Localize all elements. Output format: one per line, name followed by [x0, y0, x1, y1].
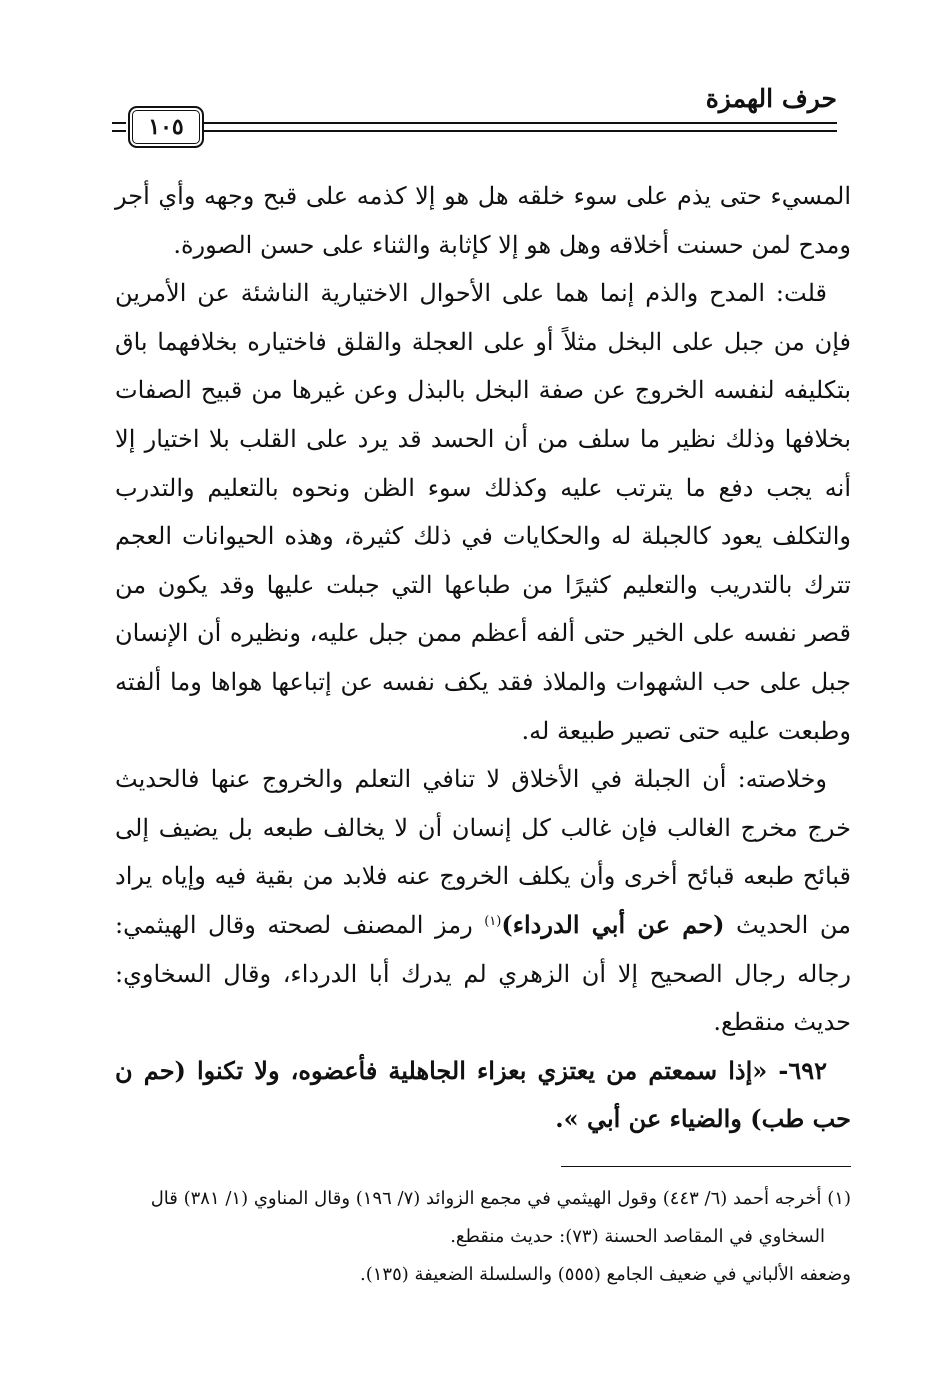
- paragraph-3-text-end: رمز المصنف لصحته وقال الهيثمي: رجاله رجال الصحيح إلا أن الزهري لم يدرك أبا الدرداء، وقال السخاوي: حديث منقطع.: [115, 910, 851, 1037]
- page-number: ١٠٥: [128, 106, 204, 148]
- hadith-number: ٦٩٢-: [767, 1055, 827, 1085]
- main-text: [115, 172, 851, 1144]
- hadith-entry: [115, 1047, 851, 1144]
- footnote-line-3: وضعفه الألباني في ضعيف الجامع (٥٥٥) والسلسلة الضعيفة (١٣٥).: [359, 1264, 851, 1285]
- running-title: حرف الهمزة: [705, 84, 837, 113]
- footnotes: [115, 1180, 851, 1294]
- paragraph-1: المسيء حتى يذم على سوء خلقه هل هو إلا كذمه على قبح وجهه وأي أجر ومدح لمن حسنت أخلاقه وهل هو إلا كإثابة والثناء على حسن الصورة.: [115, 182, 851, 259]
- footnote-reference: (١): [484, 913, 502, 929]
- header-rule-end-mark: [112, 122, 126, 132]
- paragraph-3-text-start: وخلاصته: أن الجبلة في الأخلاق لا تنافي التعلم والخروج عنها فالحديث خرج مخرج الغالب فإن غالب كل إنسان أن لا يخالف طبعه بل يضيف إلى قبائح طبعه قبائح أخرى وأن يكلف الخروج عنه فلابد من بقية فيه وإياه يراد من الحديث: [115, 765, 851, 939]
- hadith-source-reference: (حم عن أبي الدرداء): [501, 909, 725, 939]
- header-double-rule: [204, 122, 837, 132]
- paragraph-2: قلت: المدح والذم إنما هما على الأحوال الاختيارية الناشئة عن الأمرين فإن من جبل على البخل مثلاً أو على العجلة والقلق فاختياره بخلافهما باق بتكليفه لنفسه الخروج عن صفة البخل بالبذل وعن غيرها من قبيح الصفات بخلافها وذلك نظير ما سلف من أن الحسد قد يرد على القلب بلا اختيار إلا أنه يجب دفع ما يترتب عليه وكذلك سوء الظن ونحوه بالتعليم والتدرب والتكلف يعود كالجبلة له والحكايات في ذلك كثيرة، وهذه الحيوانات العجم تترك بالتدريب والتعليم كثيرًا من طباعها التي جبلت عليها وقد يكون من قصر نفسه على الخير حتى ألفه أعظم ممن جبل عليه، ونظيره أن الإنسان جبل على حب الشهوات والملاذ فقد يكف نفسه عن إتباعها هواها وما ألفته وطبعت عليه حتى تصير طبيعة له.: [115, 279, 851, 745]
- footnote-separator: [561, 1166, 851, 1167]
- footnote-line-1: (١) أخرجه أحمد (٦/ ٤٤٣) وقول الهيثمي في مجمع الزوائد (٧/ ١٩٦) وقال المناوي (١/ ٣٨١) قال: [150, 1188, 851, 1209]
- hadith-text: «إذا سمعتم من يعتزي بعزاء الجاهلية فأعضوه، ولا تكنوا (حم ن حب طب) والضياء عن أبي ».: [115, 1055, 851, 1134]
- paragraph-3: [115, 755, 851, 1047]
- footnote-line-2: السخاوي في المقاصد الحسنة (٧٣): حديث منقطع.: [450, 1226, 825, 1247]
